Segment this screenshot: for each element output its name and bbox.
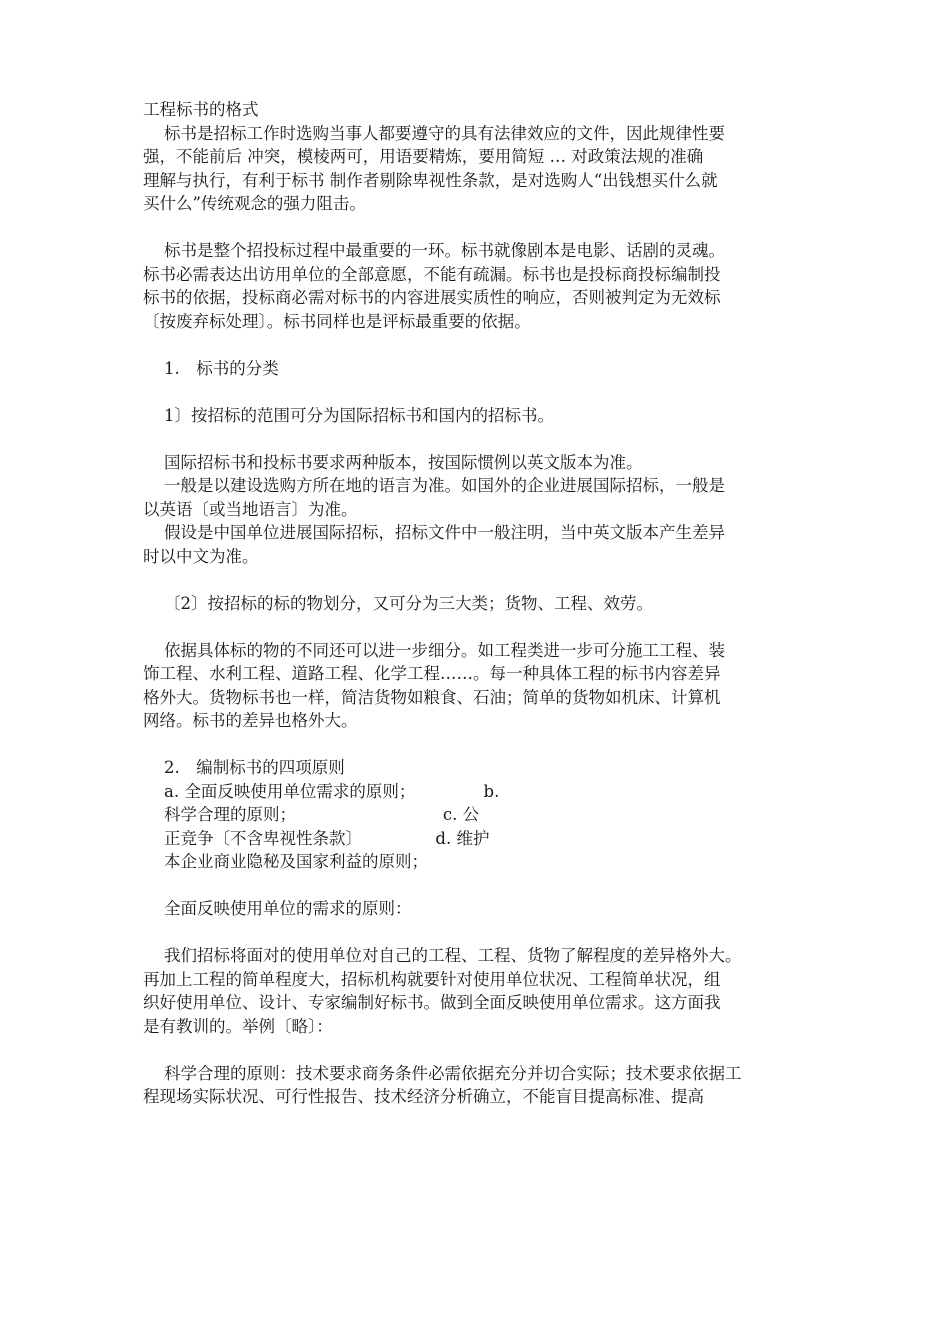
subsection-heading-1-2: 〔2〕按招标的标的物划分，又可分为三大类；货物、工程、效劳。: [164, 593, 653, 613]
spacer: [143, 615, 815, 639]
spacer: [143, 427, 815, 451]
paragraph-2: [143, 239, 815, 333]
text-line: 一般是以建设选购方所在地的语言为准。如国外的企业进展国际招标，一般是: [164, 476, 725, 495]
spacer: [143, 1038, 815, 1062]
paragraph-6: [143, 1062, 815, 1109]
text-line: 标书是整个招投标过程中最重要的一环。标书就像剧本是电影、话剧的灵魂。: [164, 241, 725, 260]
text-line: 时以中文为准。: [143, 546, 259, 566]
text-line: 网络。标书的差异也格外大。: [143, 711, 358, 730]
text-line: 理解与执行，有利于标书 制作者剔除卑视性条款，是对选购人“出钱想买什么就: [143, 170, 718, 190]
text-line: 国际招标书和投标书要求两种版本，按国际惯例以英文版本为准。: [164, 452, 643, 472]
text-line: 强，不能前后 冲突，模棱两可，用语要精炼，要用简短 … 对政策法规的准确: [143, 147, 704, 166]
subsection-heading-1-1: 1〕按招标的范围可分为国际招标书和国内的招标书。: [164, 405, 554, 425]
text-line: 我们招标将面对的使用单位对自己的工程、工程、货物了解程度的差异格外大。: [164, 946, 742, 965]
text-line: 本企业商业隐秘及国家利益的原则；: [164, 852, 428, 871]
text-line: 〔按废弃标处理〕。标书同样也是评标最重要的依据。: [143, 311, 531, 331]
text-line: 以英语〔或当地语言〕为准。: [143, 499, 358, 519]
spacer: [143, 333, 815, 357]
paragraph-5: [143, 944, 815, 1038]
paragraph-3: [143, 451, 815, 569]
text-line: 标书的依据，投标商必需对标书的内容进展实质性的响应，否则被判定为无效标: [143, 288, 721, 307]
document-title: 工程标书的格式: [143, 100, 259, 119]
text-line: 正竞争〔不含卑视性条款〕 d. 维护: [164, 828, 490, 848]
text-line: 织好使用单位、设计、专家编制好标书。做到全面反映使用单位需求。这方面我: [143, 993, 721, 1012]
principles-list: [143, 780, 815, 874]
subsection-heading-2-a: 全面反映使用单位的需求的原则：: [164, 899, 412, 918]
text-line: 饰工程、水利工程、道路工程、化学工程……。每一种具体工程的标书内容差异: [143, 664, 721, 683]
text-line: 依据具体标的物的不同还可以进一步细分。如工程类进一步可分施工工程、装: [164, 640, 725, 660]
spacer: [143, 568, 815, 592]
paragraph-1: [143, 122, 815, 216]
spacer: [143, 921, 815, 945]
text-line: 科学合理的原则； c. 公: [164, 805, 480, 824]
text-line: 再加上工程的简单程度大，招标机构就要针对使用单位状况、工程简单状况，组: [143, 969, 721, 989]
spacer: [143, 380, 815, 404]
section-heading-2: 2. 编制标书的四项原则: [164, 758, 345, 777]
text-line: 科学合理的原则：技术要求商务条件必需依据充分并切合实际；技术要求依据工: [164, 1063, 742, 1083]
section-heading-1: 1. 标书的分类: [164, 358, 279, 378]
text-line: 买什么”传统观念的强力阻击。: [143, 194, 366, 213]
text-line: 标书是招标工作时选购当事人都要遵守的具有法律效应的文件，因此规律性要: [164, 123, 725, 143]
paragraph-4: [143, 639, 815, 733]
spacer: [143, 733, 815, 757]
text-line: 标书必需表达出访用单位的全部意愿，不能有疏漏。标书也是投标商投标编制投: [143, 264, 721, 284]
spacer: [143, 216, 815, 240]
text-line: 假设是中国单位进展国际招标，招标文件中一般注明，当中英文版本产生差异: [164, 523, 725, 542]
spacer: [143, 874, 815, 898]
text-line: 格外大。货物标书也一样，简洁货物如粮食、石油；简单的货物如机床、计算机: [143, 687, 721, 707]
text-line: 程现场实际状况、可行性报告、技术经济分析确立，不能盲目提高标准、提高: [143, 1087, 704, 1106]
text-line: a. 全面反映使用单位需求的原则； b.: [164, 781, 500, 801]
text-line: 是有教训的。举例〔略〕：: [143, 1016, 333, 1036]
document-page: [143, 98, 815, 1109]
